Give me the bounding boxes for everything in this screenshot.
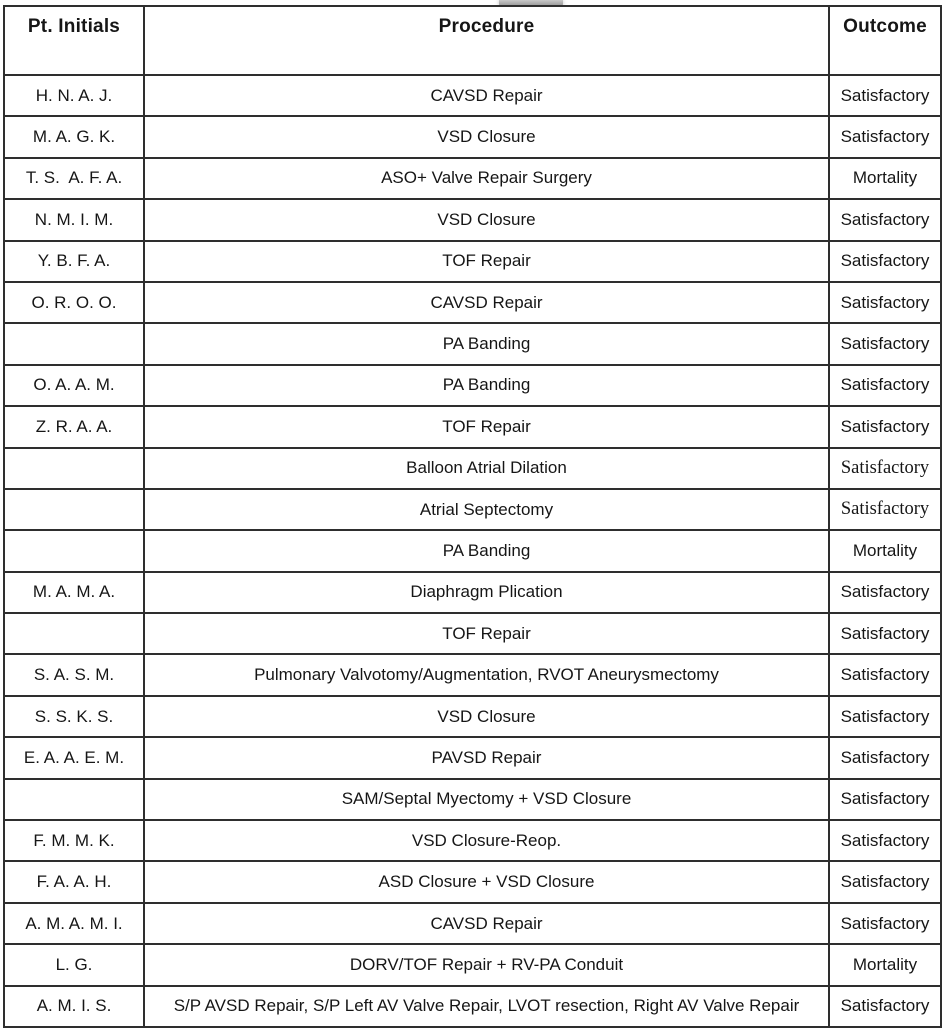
table-row	[4, 282, 941, 323]
table-row	[4, 779, 941, 820]
table-row	[4, 158, 941, 199]
table-row	[4, 406, 941, 447]
table-row	[4, 944, 941, 985]
procedure-cell: Diaphragm Plication	[144, 572, 829, 613]
table-row	[4, 323, 941, 364]
initials-cell: F. A. A. H.	[4, 861, 144, 902]
procedure-cell: TOF Repair	[144, 241, 829, 282]
outcome-cell: Satisfactory	[829, 489, 941, 530]
procedure-cell: ASD Closure + VSD Closure	[144, 861, 829, 902]
initials-cell: M. A. M. A.	[4, 572, 144, 613]
initials-cell: T. S. A. F. A.	[4, 158, 144, 199]
procedure-cell: PA Banding	[144, 365, 829, 406]
procedure-cell: Pulmonary Valvotomy/Augmentation, RVOT Aneurysmectomy	[144, 654, 829, 695]
table-row	[4, 696, 941, 737]
procedure-cell: Balloon Atrial Dilation	[144, 448, 829, 489]
procedure-cell: PAVSD Repair	[144, 737, 829, 778]
outcome-cell: Satisfactory	[829, 448, 941, 489]
initials-cell: S. S. K. S.	[4, 696, 144, 737]
initials-cell: F. M. M. K.	[4, 820, 144, 861]
initials-cell	[4, 323, 144, 364]
initials-cell: S. A. S. M.	[4, 654, 144, 695]
procedure-cell: PA Banding	[144, 530, 829, 571]
initials-cell	[4, 779, 144, 820]
table-row	[4, 75, 941, 116]
table-row	[4, 365, 941, 406]
outcome-cell: Satisfactory	[829, 572, 941, 613]
header-pt-initials: Pt. Initials	[4, 6, 144, 75]
procedure-cell: ASO+ Valve Repair Surgery	[144, 158, 829, 199]
outcome-cell: Mortality	[829, 530, 941, 571]
table-row	[4, 116, 941, 157]
table-row	[4, 199, 941, 240]
procedure-cell: CAVSD Repair	[144, 903, 829, 944]
procedure-cell: VSD Closure	[144, 199, 829, 240]
procedure-cell: PA Banding	[144, 323, 829, 364]
outcome-cell: Satisfactory	[829, 365, 941, 406]
outcome-cell: Satisfactory	[829, 199, 941, 240]
outcome-cell: Satisfactory	[829, 696, 941, 737]
table-row	[4, 820, 941, 861]
initials-cell: L. G.	[4, 944, 144, 985]
header-outcome: Outcome	[829, 6, 941, 75]
outcome-cell: Satisfactory	[829, 241, 941, 282]
table-row	[4, 613, 941, 654]
initials-cell	[4, 530, 144, 571]
initials-cell: Z. R. A. A.	[4, 406, 144, 447]
table-row	[4, 530, 941, 571]
table-row	[4, 737, 941, 778]
procedure-cell: VSD Closure	[144, 696, 829, 737]
table-row	[4, 986, 941, 1027]
procedure-cell: VSD Closure-Reop.	[144, 820, 829, 861]
procedure-cell: TOF Repair	[144, 406, 829, 447]
outcome-cell: Satisfactory	[829, 903, 941, 944]
table-row	[4, 861, 941, 902]
initials-cell	[4, 489, 144, 530]
initials-cell: A. M. A. M. I.	[4, 903, 144, 944]
initials-cell: E. A. A. E. M.	[4, 737, 144, 778]
procedure-cell: CAVSD Repair	[144, 75, 829, 116]
outcome-cell: Satisfactory	[829, 406, 941, 447]
outcome-cell: Satisfactory	[829, 282, 941, 323]
table-header-row	[4, 6, 941, 75]
outcome-cell: Satisfactory	[829, 116, 941, 157]
table-row	[4, 654, 941, 695]
procedure-cell: VSD Closure	[144, 116, 829, 157]
initials-cell: O. R. O. O.	[4, 282, 144, 323]
outcome-cell: Satisfactory	[829, 737, 941, 778]
outcome-cell: Satisfactory	[829, 75, 941, 116]
outcome-cell: Satisfactory	[829, 613, 941, 654]
table-row	[4, 572, 941, 613]
initials-cell: Y. B. F. A.	[4, 241, 144, 282]
procedure-cell: DORV/TOF Repair + RV-PA Conduit	[144, 944, 829, 985]
procedures-table	[3, 5, 942, 1028]
procedure-cell: S/P AVSD Repair, S/P Left AV Valve Repair, LVOT resection, Right AV Valve Repair	[144, 986, 829, 1027]
outcome-cell: Satisfactory	[829, 654, 941, 695]
outcome-cell: Satisfactory	[829, 779, 941, 820]
table-body	[4, 75, 941, 1027]
outcome-cell: Satisfactory	[829, 820, 941, 861]
procedure-cell: TOF Repair	[144, 613, 829, 654]
outcome-cell: Mortality	[829, 944, 941, 985]
initials-cell: M. A. G. K.	[4, 116, 144, 157]
initials-cell: O. A. A. M.	[4, 365, 144, 406]
procedure-cell: SAM/Septal Myectomy + VSD Closure	[144, 779, 829, 820]
header-procedure: Procedure	[144, 6, 829, 75]
initials-cell	[4, 448, 144, 489]
procedure-cell: CAVSD Repair	[144, 282, 829, 323]
initials-cell	[4, 613, 144, 654]
procedure-cell: Atrial Septectomy	[144, 489, 829, 530]
table-row	[4, 903, 941, 944]
outcome-cell: Mortality	[829, 158, 941, 199]
outcome-cell: Satisfactory	[829, 861, 941, 902]
initials-cell: H. N. A. J.	[4, 75, 144, 116]
table-row	[4, 241, 941, 282]
outcome-cell: Satisfactory	[829, 986, 941, 1027]
table-row	[4, 448, 941, 489]
initials-cell: N. M. I. M.	[4, 199, 144, 240]
outcome-cell: Satisfactory	[829, 323, 941, 364]
table-row	[4, 489, 941, 530]
initials-cell: A. M. I. S.	[4, 986, 144, 1027]
